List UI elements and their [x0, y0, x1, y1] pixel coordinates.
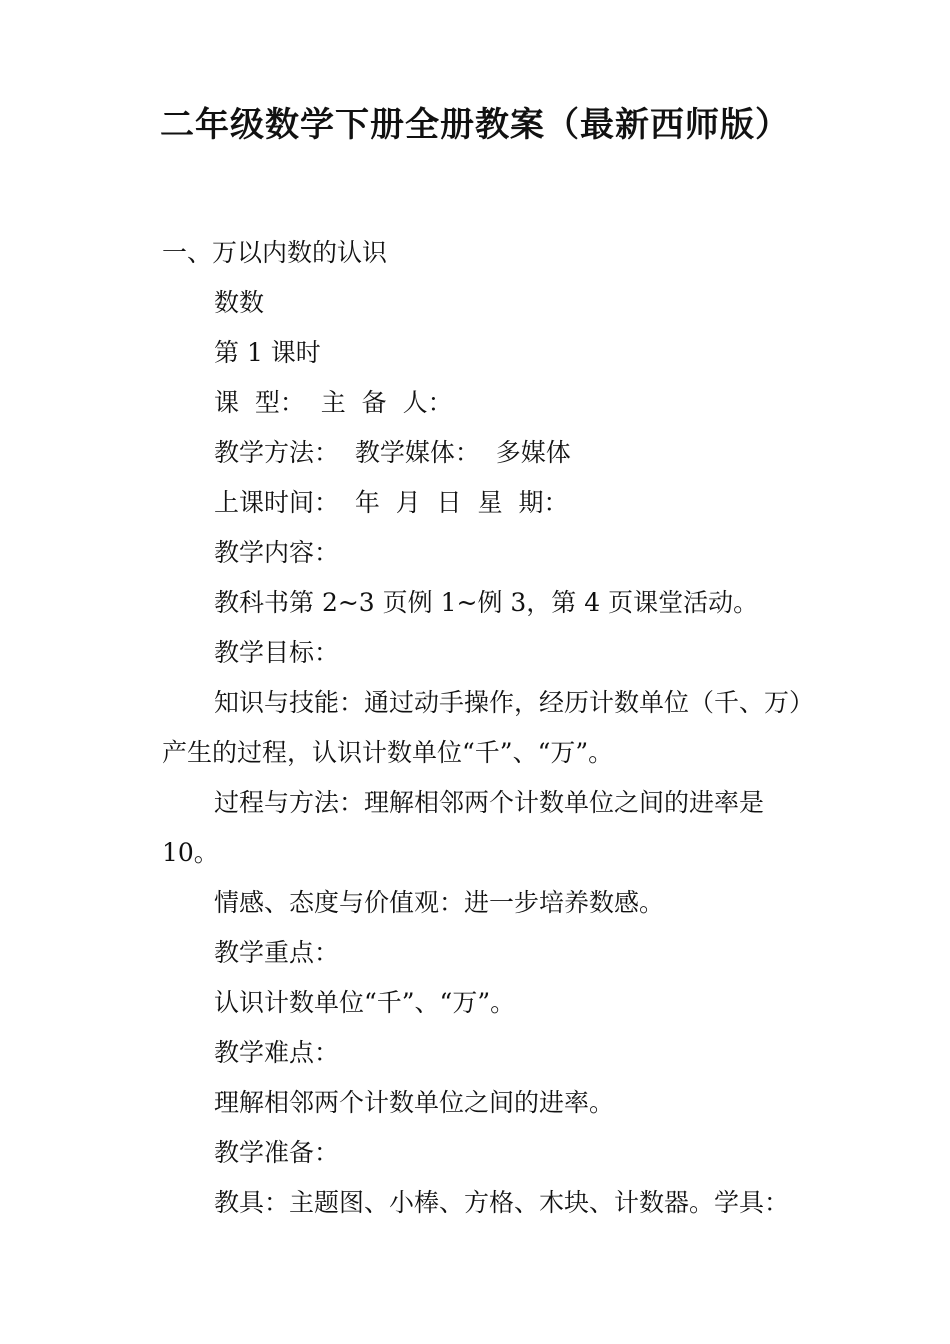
section-heading: 一、万以内数的认识 — [162, 238, 388, 267]
teaching-goals-heading: 教学目标： — [214, 638, 340, 667]
lesson-period: 第 1 课时 — [214, 338, 321, 367]
difficulties-text: 理解相邻两个计数单位之间的进率。 — [214, 1088, 615, 1117]
lesson-type-line: 课 型： 主 备 人： — [214, 388, 453, 417]
difficulties-heading: 教学难点： — [214, 1038, 340, 1067]
teaching-content-heading: 教学内容： — [214, 538, 340, 567]
document-title: 二年级数学下册全册教案（最新西师版） — [160, 105, 790, 145]
goal-knowledge-line-2: 产生的过程，认识计数单位“千”、“万”。 — [162, 738, 614, 767]
goal-knowledge-line-1: 知识与技能：通过动手操作，经历计数单位（千、万） — [214, 688, 815, 717]
key-points-heading: 教学重点： — [214, 938, 340, 967]
goal-process-line-1: 过程与方法：理解相邻两个计数单位之间的进率是 — [214, 788, 765, 817]
teaching-content-text: 教科书第 2~3 页例 1~例 3，第 4 页课堂活动。 — [214, 588, 759, 617]
preparation-text: 教具：主题图、小棒、方格、木块、计数器。学具： — [214, 1188, 790, 1217]
lesson-topic: 数数 — [214, 288, 265, 317]
class-time-line: 上课时间： 年 月 日 星 期： — [214, 488, 569, 517]
preparation-heading: 教学准备： — [214, 1138, 340, 1167]
key-points-text: 认识计数单位“千”、“万”。 — [214, 988, 516, 1017]
document-body — [162, 228, 815, 1228]
goal-emotion-line: 情感、态度与价值观：进一步培养数感。 — [214, 888, 665, 917]
goal-process-line-2: 10。 — [162, 838, 219, 867]
teaching-method-line: 教学方法： 教学媒体： 多媒体 — [214, 438, 571, 467]
